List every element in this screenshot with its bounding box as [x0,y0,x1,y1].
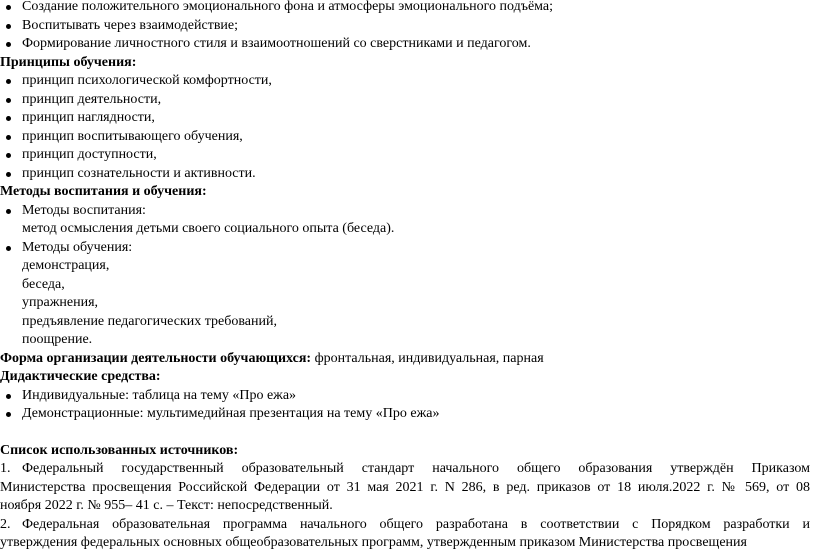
list-item: Формирование личностного стиля и взаимоотношений со сверстниками и педагогом. [0,35,810,54]
blank-line [0,424,810,442]
teaching-method-item: поощрение. [22,332,93,347]
teaching-method-item: беседа, [22,276,65,292]
organization-form-line [0,350,810,369]
upbringing-methods-label: Методы воспитания: [0,202,810,221]
teaching-method-item: демонстрация, [22,258,110,273]
list-item: Создание положительного эмоционального фона и атмосферы эмоционального подъёма; [0,0,810,17]
didactic-list [0,387,810,424]
teaching-methods-label: Методы обучения: [0,239,810,258]
list-item: принцип деятельности, [0,91,810,110]
sources-heading: Список использованных источников: [0,442,239,458]
goals-list [0,0,810,54]
teaching-method-item: упражнения, [22,295,99,310]
reference-line: 2. Федеральная образовательная программа начального общего разработана в соответствии с Порядком разработки и [0,516,810,535]
didactic-heading: Дидактические средства: [0,369,161,384]
reference-line: утверждения федеральных основных общеобразовательных программ, утвержденным приказом Министерства просвещения [0,535,747,550]
organization-form-value: фронтальная, индивидуальная, парная [311,350,544,366]
list-item: принцип воспитывающего обучения, [0,128,810,147]
list-item: Демонстрационные: мультимедийная презентация на тему «Про ежа» [0,405,810,424]
list-item: принцип доступности, [0,146,810,165]
reference-number: 2. [0,516,11,532]
list-item: Воспитывать через взаимодействие; [0,17,810,36]
methods-heading: Методы воспитания и обучения: [0,184,207,199]
reference-1 [0,460,810,516]
list-item: Индивидуальные: таблица на тему «Про ежа» [0,387,810,406]
organization-form-label: Форма организации деятельности обучающихся: [0,350,312,366]
list-item: принцип сознательности и активности. [0,165,810,184]
list-item: принцип психологической комфортности, [0,72,810,91]
principles-list [0,72,810,183]
reference-line: ноября 2022 г. № 955– 41 с. – Текст: непосредственный. [0,498,333,513]
reference-2 [0,516,810,553]
principles-heading: Принципы обучения: [0,54,137,70]
list-item: принцип наглядности, [0,109,810,128]
reference-number: 1. [0,461,11,476]
teaching-method-item: предъявление педагогических требований, [22,313,277,329]
reference-line: Министерства просвещения Российской Федерации от 31 мая 2021 г. N 286, в ред. приказов от 18 июля.2022 г. № 569, от 08 [0,479,810,495]
reference-line: 1. Федеральный государственный образовательный стандарт начального общего образования утверждён Приказом [0,460,810,479]
upbringing-method-item: метод осмысления детьми своего социального опыта (беседа). [22,221,395,236]
